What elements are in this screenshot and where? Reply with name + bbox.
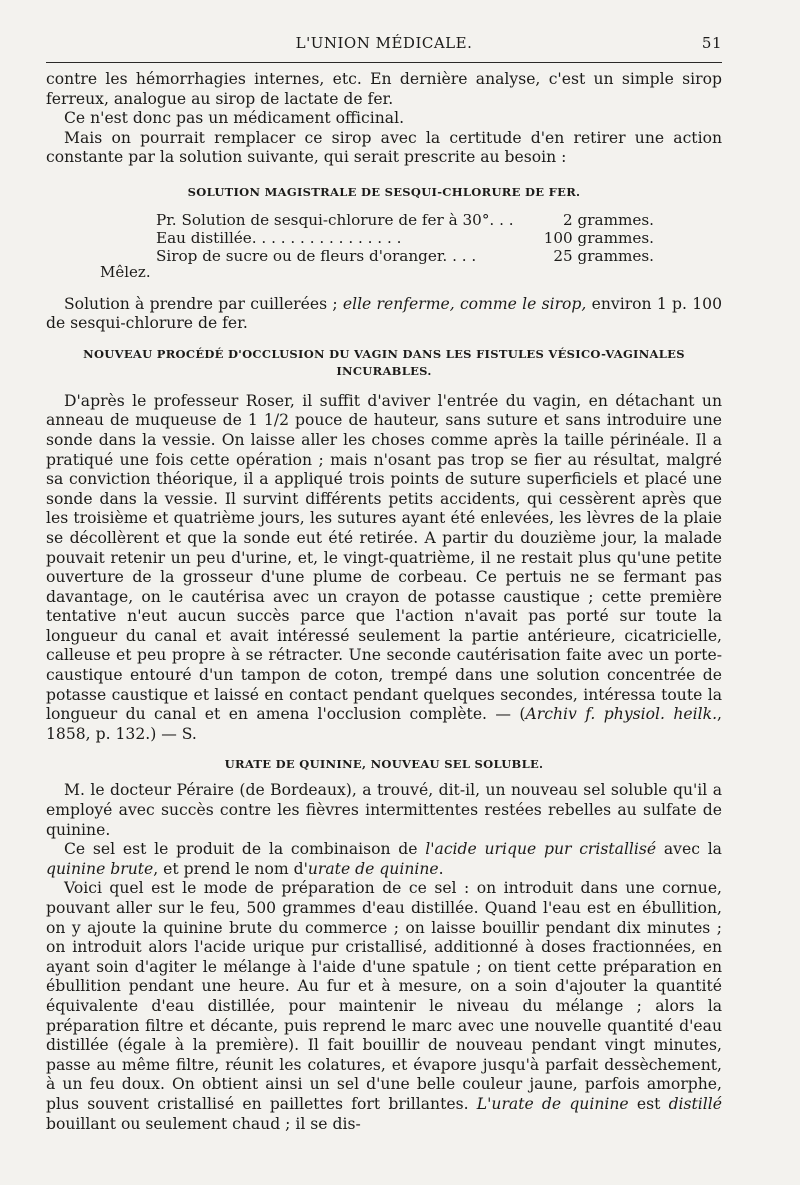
article-body (46, 70, 722, 1134)
section2-paragraph: D'après le professeur Roser, il suffit d'aviver l'entrée du vagin, en détachant un anneau de muqueuse de 1 1/2 pouce de hauteur, sans suture et sans introduire une sonde dans la vessie. On laisse aller les choses comme après la taille périnéale. Il a pratiqué une fois cette opération ; mais n'osant pas trop se fier au résultat, malgré sa conviction théorique, il a appliqué trois points de suture superficiels et placé une sonde dans la vessie. Il survint différents petits accidents, qui cessèrent après que les troisième et quatrième jours, les sutures ayant été enlevées, les lèvres de la plaie se décollèrent et que la sonde eut été retirée. A partir du douzième jour, la malade pouvait retenir un peu d'urine, et, le vingt-quatrième, il ne restait plus qu'une petite ouverture de la grosseur d'une plume de corbeau. Ce pertuis ne se fermant pas davantage, on le cautérisa avec un crayon de potasse caustique ; cette première tentative n'eut aucun succès parce que l'action n'avait pas porté sur toute la longueur du canal et avait intéressé seulement la partie antérieure, cicatricielle, calleuse et peu propre à se rétracter. Une seconde cautérisation faite avec un porte-caustique entouré d'un tampon de coton, trempé dans une solution concentrée de potasse caustique et laissé en contact pendant quelques secondes, intéressa toute la longueur du canal et en amena l'occlusion complète. — (Archiv f. physiol. heilk., 1858, p. 132.) — S. (46, 391, 722, 743)
solution-instruction: Solution à prendre par cuillerées ; elle renferme, comme le sirop, environ 1 p. 100 de sesqui-chlorure de fer. (46, 294, 722, 333)
intro-paragraph-1: contre les hémorrhagies internes, etc. En dernière analyse, c'est un simple sirop ferreux, analogue au sirop de lactate de fer. (46, 70, 722, 108)
section3-heading: URATE DE QUININE, NOUVEAU SEL SOLUBLE. (224, 757, 544, 772)
section2-heading: NOUVEAU PROCÉDÉ D'OCCLUSION DU VAGIN DANS LES FISTULES VÉSICO-VAGINALES INCURABLES. (83, 346, 685, 378)
intro-paragraph-3: Mais on pourrait remplacer ce sirop avec la certitude d'en retirer une action constante par la solution suivante, qui serait prescrite au besoin : (46, 128, 722, 167)
section3-paragraph-3: Voici quel est le mode de préparation de ce sel : on introduit dans une cornue, pouvant aller sur le feu, 500 grammes d'eau distillée. Quand l'eau est en ébullition, on y ajoute la quinine brute du commerce ; on laisse bouillir pendant dix minutes ; on introduit alors l'acide urique pur cristallisé, additionné à doses fractionnées, en ayant soin d'agiter le mélange à l'aide d'une spatule ; on tient cette préparation en ébullition pendant une heure. Au fur et à mesure, on a soin d'ajouter la quantité équivalente d'eau distillée, pour maintenir le niveau du mélange ; alors la préparation filtre et décante, puis reprend le marc avec une nouvelle quantité d'eau distillée (égale à la première). Il fait bouillir de nouveau pendant vingt minutes, passe au même filtre, réunit les colatures, et évapore jusqu'à parfait dessèchement, à un feu doux. On obtient ainsi un sel d'une belle couleur jaune, parfois amorphe, plus souvent cristallisé en paillettes fort brillantes. L'urate de quinine est distillé bouillant ou seulement chaud ; il se dis- (46, 879, 722, 1133)
running-header (46, 34, 722, 58)
header-rule (46, 62, 722, 63)
journal-title: L'UNION MÉDICALE. (295, 34, 473, 52)
section3-paragraph-2: Ce sel est le produit de la combinaison de l'acide urique pur cristallisé avec la quinine brute, et prend le nom d'urate de quinine. (46, 840, 722, 878)
intro-paragraph-2: Ce n'est donc pas un médicament officinal. (64, 109, 405, 128)
section3-paragraph-1: M. le docteur Péraire (de Bordeaux), a trouvé, dit-il, un nouveau sel soluble qu'il a employé avec succès contre les fièvres intermittentes restées rebelles au sulfate de quinine. (46, 781, 722, 839)
formula-list: Pr. Solution de sesqui-chlorure de fer à 30°. . . 2 grammes. Eau distillée. . . . . . . . . . . . . . . . 100 grammes. Sirop de sucre ou de fleurs d'oranger. . . . 25 grammes. (156, 210, 654, 265)
solution-heading: SOLUTION MAGISTRALE DE SESQUI-CHLORURE DE FER. (187, 184, 581, 199)
melez-label: Mêlez. (100, 262, 151, 281)
page-number: 51 (701, 34, 722, 52)
